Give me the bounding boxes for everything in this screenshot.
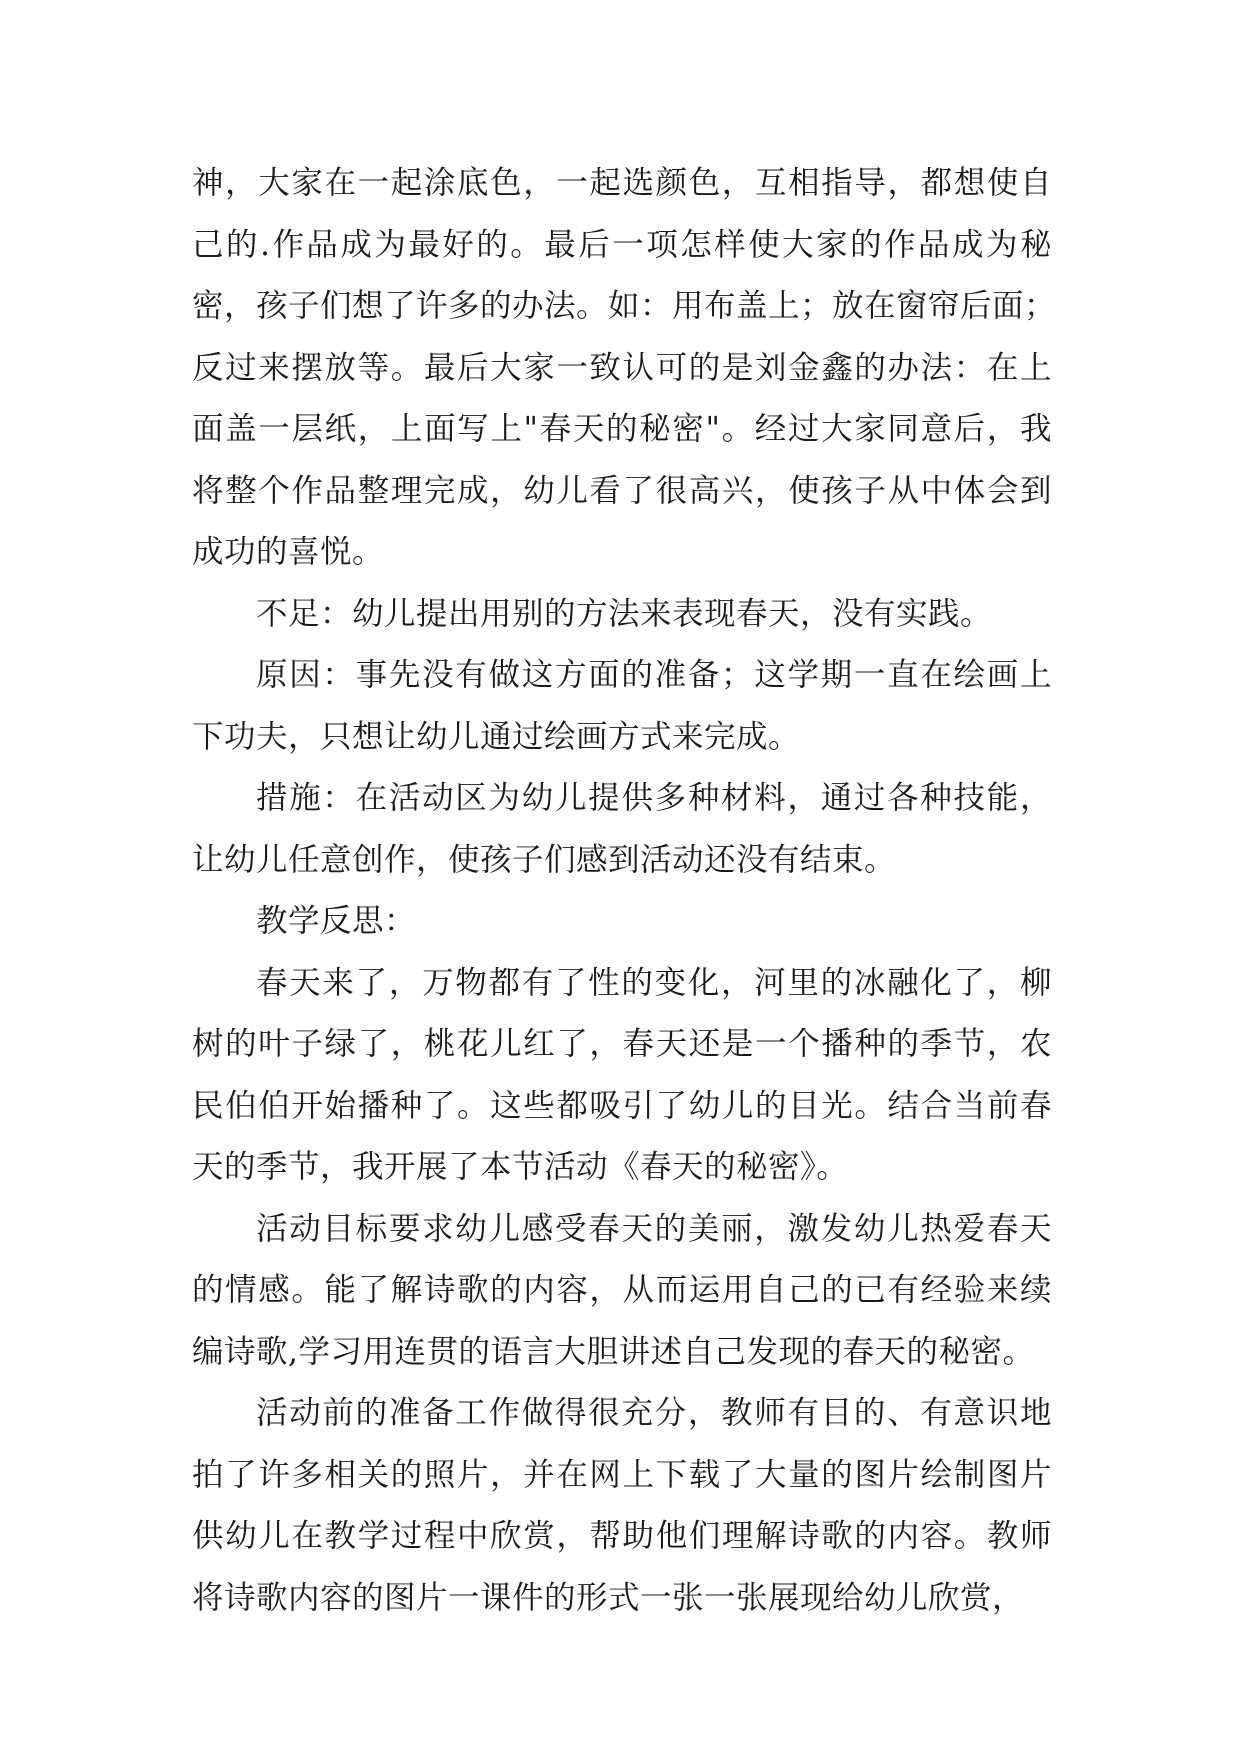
text-line: 的情感。能了解诗歌的内容，从而运用自己的已有经验来续 — [192, 1272, 1052, 1308]
text-line: 反过来摆放等。最后大家一致认可的是刘金鑫的办法：在上 — [192, 349, 1052, 386]
text-line: 春天来了，万物都有了性的变化，河里的冰融化了，柳 — [256, 964, 1052, 1001]
text-line: 让幼儿任意创作，使孩子们感到活动还没有结束。 — [192, 841, 897, 878]
text-line: 原因：事先没有做这方面的准备；这学期一直在绘画上 — [256, 657, 1052, 693]
text-line: 己的.作品成为最好的。最后一项怎样使大家的作品成为秘 — [192, 226, 1052, 263]
paragraph — [192, 1199, 1052, 1384]
text-line: 将诗歌内容的图片一课件的形式一张一张展现给幼儿欣赏， — [192, 1579, 1025, 1616]
text-line: 民伯伯开始播种了。这些都吸引了幼儿的目光。结合当前春 — [192, 1087, 1052, 1124]
text-line: 活动前的准备工作做得很充分，教师有目的、有意识地 — [256, 1395, 1052, 1431]
paragraph — [192, 891, 1052, 953]
text-line: 措施：在活动区为幼儿提供多种材料，通过各种技能， — [256, 780, 1052, 816]
text-line: 活动目标要求幼儿感受春天的美丽，激发幼儿热爱春天 — [256, 1210, 1052, 1247]
text-line: 教学反思： — [256, 903, 417, 939]
text-line: 供幼儿在教学过程中欣赏，帮助他们理解诗歌的内容。教师 — [192, 1518, 1052, 1554]
paragraph — [192, 645, 1052, 768]
text-line: 成功的喜悦。 — [192, 534, 385, 570]
text-line: 将整个作品整理完成，幼儿看了很高兴，使孩子从中体会到 — [192, 472, 1052, 509]
paragraph — [192, 153, 1057, 584]
paragraph — [192, 584, 1052, 646]
paragraph — [192, 768, 1052, 891]
document-body — [192, 153, 1057, 1629]
text-line: 天的季节，我开展了本节活动《春天的秘密》。 — [192, 1149, 849, 1185]
text-line: 不足：幼儿提出用别的方法来表现春天，没有实践。 — [256, 595, 993, 632]
text-line: 下功夫，只想让幼儿通过绘画方式来完成。 — [192, 718, 801, 755]
text-line: 树的叶子绿了，桃花儿红了，春天还是一个播种的季节，农 — [192, 1026, 1052, 1062]
text-line: 编诗歌,学习用连贯的语言大胆讲述自己发现的春天的秘密。 — [192, 1333, 1035, 1370]
text-line: 神，大家在一起涂底色，一起选颜色，互相指导，都想使自 — [192, 165, 1052, 201]
text-line: 密，孩子们想了许多的办法。如：用布盖上；放在窗帘后面； — [192, 288, 1057, 324]
paragraph — [192, 1383, 1052, 1629]
text-line: 面盖一层纸，上面写上"春天的秘密"。经过大家同意后，我 — [192, 411, 1052, 447]
text-line: 拍了许多相关的照片，并在网上下载了大量的图片绘制图片 — [192, 1456, 1052, 1493]
paragraph — [192, 953, 1052, 1199]
